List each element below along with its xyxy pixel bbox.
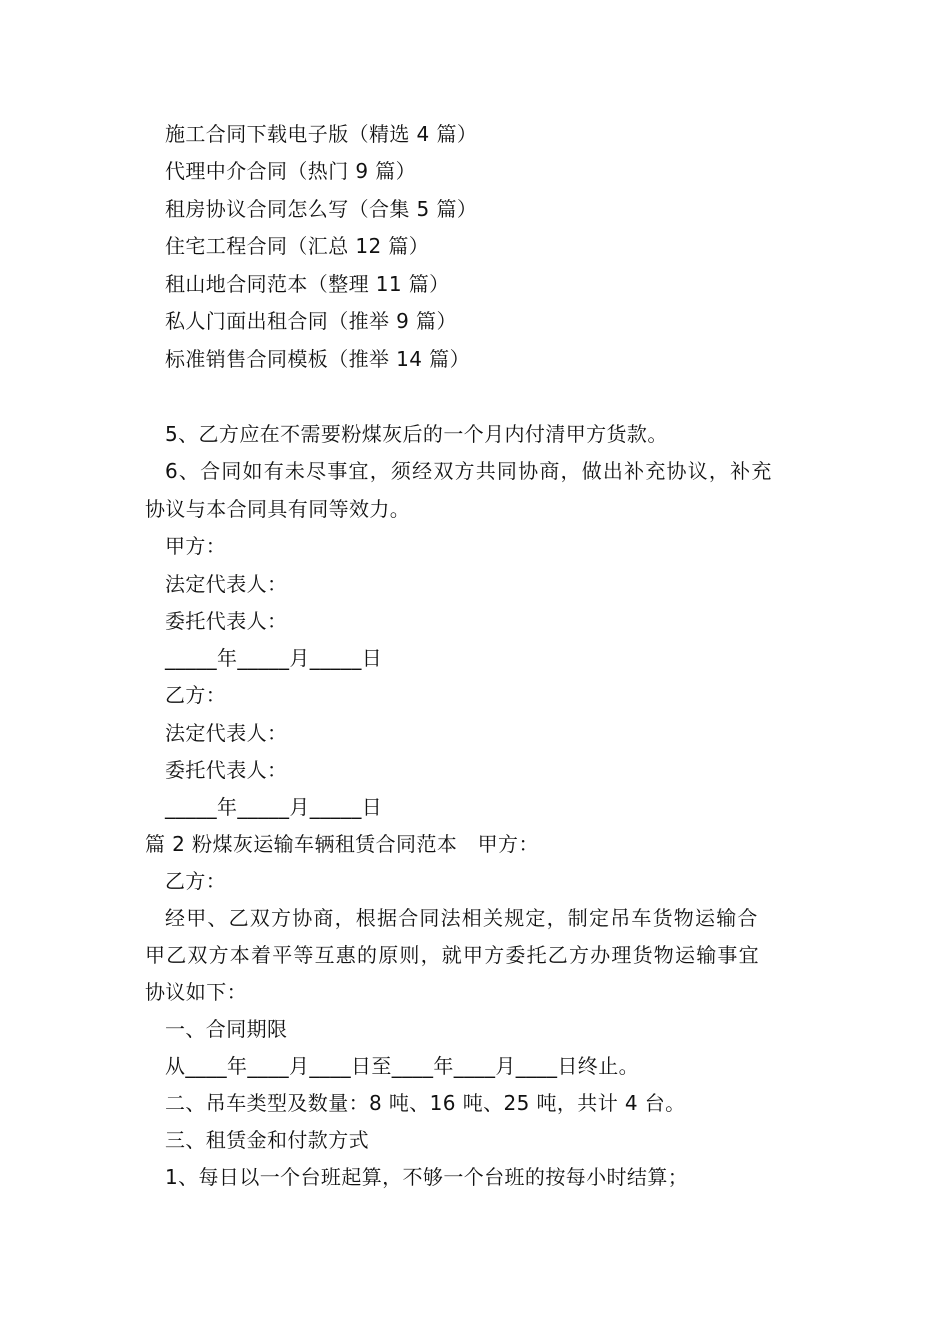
related-link-2[interactable]: 代理中介合同（热门 9 篇） xyxy=(165,159,417,183)
party-a-legal-rep: 法定代表人： xyxy=(165,572,288,596)
payment-item-1: 1、每日以一个台班起算，不够一个台班的按每小时结算； xyxy=(165,1165,689,1189)
party-b-label: 乙方： xyxy=(165,683,227,707)
term-text: 从____年____月____日至____年____月____日终止。 xyxy=(165,1054,639,1078)
crane-types: 二、吊车类型及数量：8 吨、16 吨、25 吨，共计 4 台。 xyxy=(165,1091,686,1115)
party-a-agent: 委托代表人： xyxy=(165,609,288,633)
party-b-agent: 委托代表人： xyxy=(165,758,288,782)
section-2-intro-line-1: 经甲、乙双方协商，根据合同法相关规定，制定吊车货物运输合 xyxy=(165,906,759,930)
related-link-1[interactable]: 施工合同下载电子版（精选 4 篇） xyxy=(165,122,478,146)
term-heading: 一、合同期限 xyxy=(165,1017,288,1041)
related-link-6[interactable]: 私人门面出租合同（推举 9 篇） xyxy=(165,309,457,333)
related-link-7[interactable]: 标准销售合同模板（推举 14 篇） xyxy=(165,347,470,371)
party-b-date: _____年_____月_____日 xyxy=(165,795,383,819)
section-2-party-b: 乙方： xyxy=(165,869,227,893)
clause-5: 5、乙方应在不需要粉煤灰后的一个月内付清甲方货款。 xyxy=(165,422,668,446)
related-link-3[interactable]: 租房协议合同怎么写（合集 5 篇） xyxy=(165,197,478,221)
related-link-4[interactable]: 住宅工程合同（汇总 12 篇） xyxy=(165,234,430,258)
section-2-intro-line-2: 甲乙双方本着平等互惠的原则，就甲方委托乙方办理货物运输事宜 xyxy=(145,943,760,967)
section-2-heading: 篇 2 粉煤灰运输车辆租赁合同范本 甲方： xyxy=(145,832,539,856)
party-a-label: 甲方： xyxy=(165,534,227,558)
related-link-5[interactable]: 租山地合同范本（整理 11 篇） xyxy=(165,272,450,296)
party-b-legal-rep: 法定代表人： xyxy=(165,721,288,745)
clause-6-line-2: 协议与本合同具有同等效力。 xyxy=(145,497,411,521)
section-2-intro-line-3: 协议如下： xyxy=(145,980,247,1004)
clause-6-line-1: 6、合同如有未尽事宜，须经双方共同协商，做出补充协议，补充 xyxy=(165,459,773,483)
party-a-date: _____年_____月_____日 xyxy=(165,646,383,670)
payment-heading: 三、租赁金和付款方式 xyxy=(165,1128,369,1152)
